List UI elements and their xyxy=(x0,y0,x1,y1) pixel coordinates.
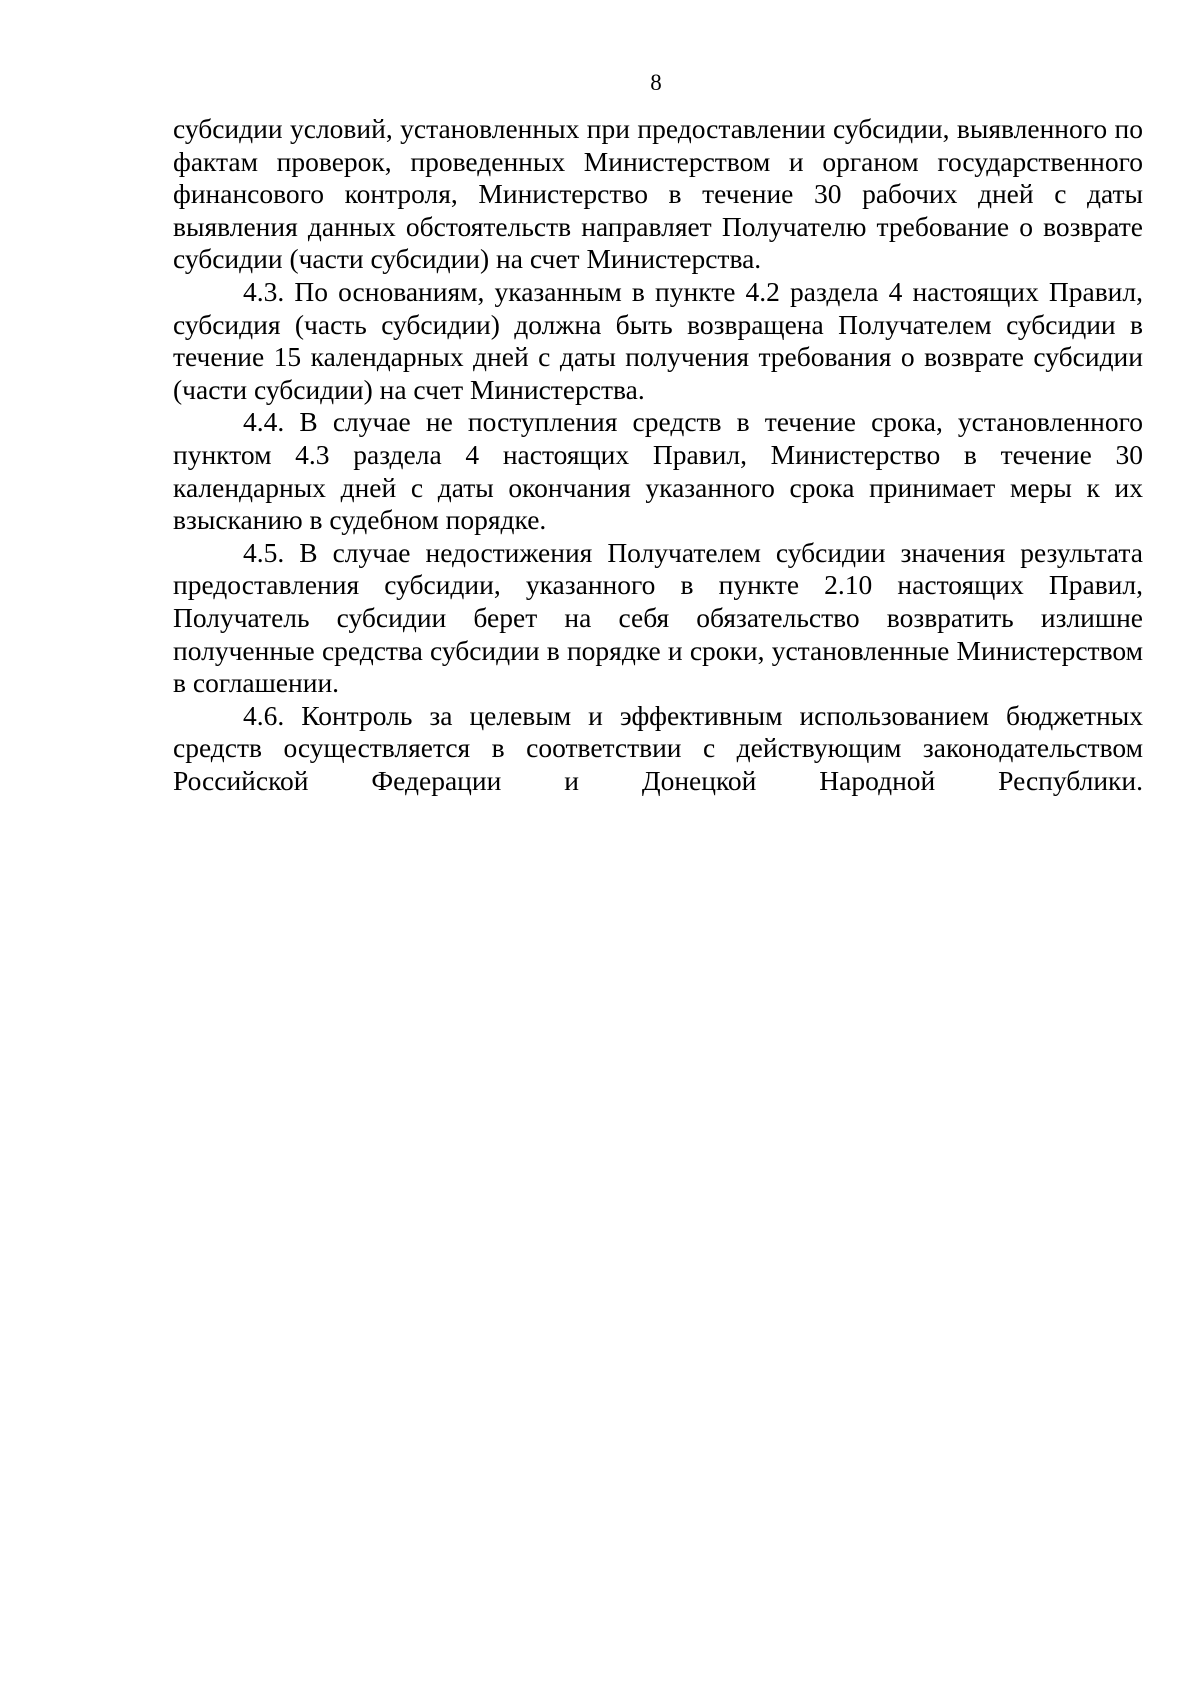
paragraph-4-6: 4.6. Контроль за целевым и эффективным использованием бюджетных средств осуществляется в соответствии с действующим законодательством Российской Федерации и Донецкой Народной Республики. xyxy=(173,699,1143,796)
paragraph-continuation: субсидии условий, установленных при предоставлении субсидии, выявленного по фактам проверок, проведенных Министерством и органом государственного финансового контроля, Министерство в течение 30 рабочих дней с даты выявления данных обстоятельств направляет Получателю требование о возврате субсидии (части субсидии) на счет Министерства. xyxy=(173,113,1143,275)
paragraph-4-5: 4.5. В случае недостижения Получателем субсидии значения результата предоставления субсидии, указанного в пункте 2.10 настоящих Правил, Получатель субсидии берет на себя обязательство возвратить излишне полученные средства субсидии в порядке и сроки, установленные Министерством в соглашении. xyxy=(173,536,1143,699)
document-body xyxy=(173,113,1143,797)
page-number: 8 xyxy=(650,70,662,95)
paragraph-4-3: 4.3. По основаниям, указанным в пункте 4.2 раздела 4 настоящих Правил, субсидия (часть субсидии) должна быть возвращена Получателем субсидии в течение 15 календарных дней с даты получения требования о возврате субсидии (части субсидии) на счет Министерства. xyxy=(173,275,1143,405)
paragraph-4-4: 4.4. В случае не поступления средств в течение срока, установленного пунктом 4.3 раздела 4 настоящих Правил, Министерство в течение 30 календарных дней с даты окончания указанного срока принимает меры к их взысканию в судебном порядке. xyxy=(173,406,1143,536)
